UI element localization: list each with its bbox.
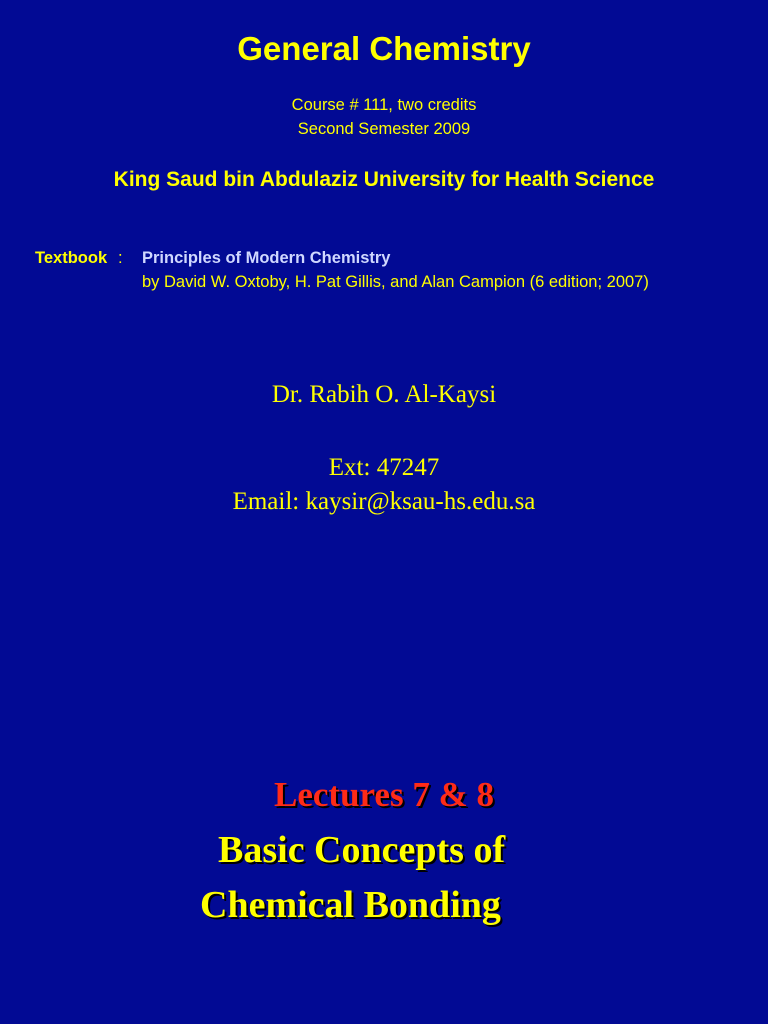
textbook-label: Textbook bbox=[35, 249, 108, 267]
instructor-email: Email: kaysir@ksau-hs.edu.sa bbox=[232, 488, 536, 515]
lecture-topic-line-2: Chemical Bonding bbox=[200, 884, 501, 926]
textbook-authors: by David W. Oxtoby, H. Pat Gillis, and Alan Campion (6 edition; 2007) bbox=[142, 273, 649, 291]
instructor-name: Dr. Rabih O. Al-Kaysi bbox=[271, 381, 497, 408]
lecture-number: Lectures 7 & 8 bbox=[274, 775, 494, 814]
university-name: King Saud bin Abdulaziz University for Health Science bbox=[113, 168, 655, 191]
textbook-title: Principles of Modern Chemistry bbox=[142, 249, 391, 267]
lecture-topic-line-1: Basic Concepts of bbox=[218, 829, 506, 871]
instructor-extension: Ext: 47247 bbox=[328, 454, 440, 481]
course-number-line: Course # 111, two credits bbox=[291, 96, 477, 114]
textbook-separator: : bbox=[118, 249, 123, 267]
course-title: General Chemistry bbox=[237, 30, 531, 67]
semester-line: Second Semester 2009 bbox=[297, 120, 471, 138]
